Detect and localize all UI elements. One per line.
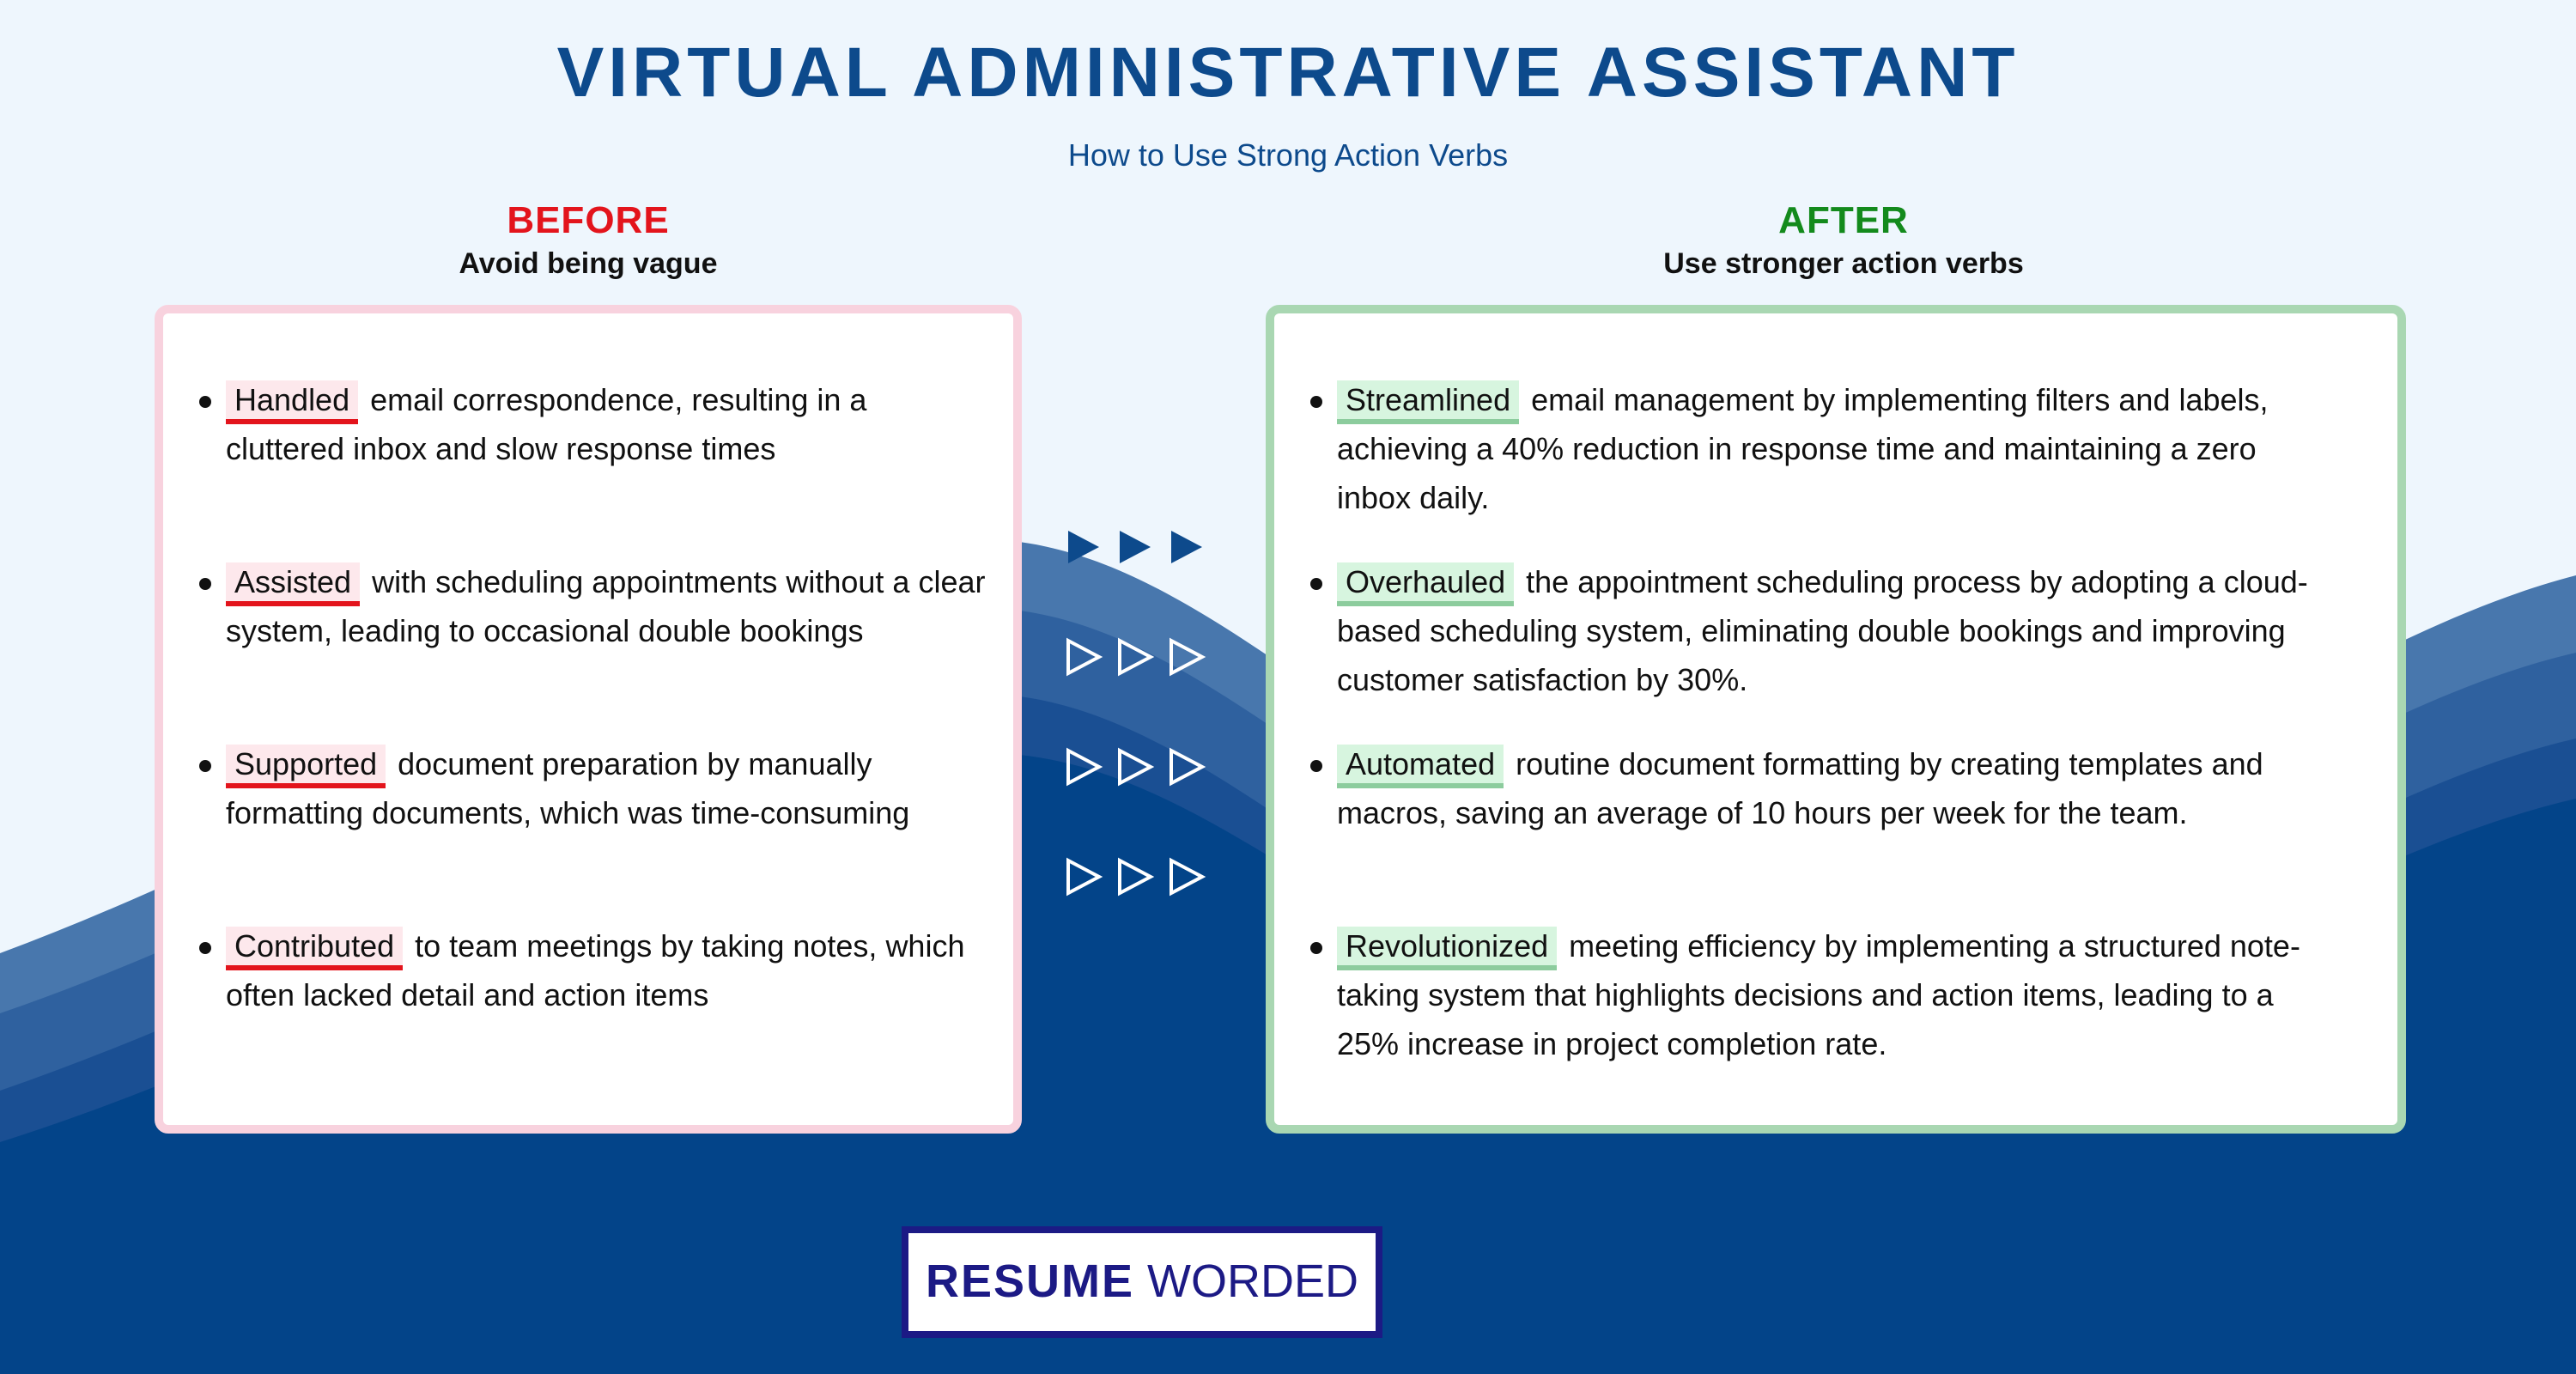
after-subtitle: Use stronger action verbs bbox=[1663, 247, 2024, 280]
bullet-body: routine document formatting by creating templates and macros, saving an average of 10 hours per week for the team. bbox=[1337, 746, 2263, 830]
bullet-body: document preparation by manually formatting documents, which was time-consuming bbox=[226, 746, 910, 830]
resume-worded-logo bbox=[902, 1226, 1382, 1338]
strong-verb: Revolutionized bbox=[1337, 927, 1557, 970]
logo-strong-text: RESUME bbox=[925, 1255, 1135, 1307]
weak-verb: Assisted bbox=[226, 562, 360, 606]
triangle-arrow-icon bbox=[1171, 860, 1202, 893]
triangle-arrow-icon bbox=[1171, 751, 1202, 783]
page-title: VIRTUAL ADMINISTRATIVE ASSISTANT bbox=[556, 33, 2020, 112]
arrow-row-outline bbox=[1065, 855, 1211, 898]
triangle-arrow-icon bbox=[1120, 860, 1151, 893]
weak-verb: Contributed bbox=[226, 927, 403, 970]
after-heading bbox=[1414, 199, 2273, 281]
strong-verb: Overhauled bbox=[1337, 562, 1514, 606]
before-label: BEFORE bbox=[507, 199, 670, 241]
after-bullet-text bbox=[1337, 739, 2337, 837]
after-card bbox=[1266, 305, 2406, 1134]
arrow-row-outline bbox=[1065, 635, 1211, 678]
before-subtitle: Avoid being vague bbox=[459, 247, 718, 280]
arrow-row-outline bbox=[1065, 745, 1211, 788]
bullet-dot bbox=[1310, 760, 1322, 772]
weak-verb: Supported bbox=[226, 745, 386, 788]
bullet-dot bbox=[199, 760, 211, 772]
triangle-arrow-icon bbox=[1068, 641, 1099, 673]
bullet-body: email correspondence, resulting in a cluttered inbox and slow response times bbox=[226, 382, 867, 466]
weak-verb: Handled bbox=[226, 380, 358, 424]
bullet-body: meeting efficiency by implementing a structured note-taking system that highlights decisions and action items, leading to a 25% increase in project completion rate. bbox=[1337, 928, 2300, 1061]
bullet-dot bbox=[1310, 578, 1322, 590]
triangle-arrow-icon bbox=[1068, 751, 1099, 783]
triangle-arrow-icon bbox=[1068, 860, 1099, 893]
triangle-arrow-icon bbox=[1120, 751, 1151, 783]
bullet-dot bbox=[199, 942, 211, 954]
bullet-body: with scheduling appointments without a clear system, leading to occasional double bookings bbox=[226, 564, 986, 648]
before-bullet-text bbox=[226, 921, 987, 1019]
bullet-dot bbox=[1310, 942, 1322, 954]
bullet-body: email management by implementing filters and labels, achieving a 40% reduction in response time and maintaining a zero inbox daily. bbox=[1337, 382, 2269, 515]
arrow-row-filled bbox=[1065, 526, 1211, 568]
page-subtitle: How to Use Strong Action Verbs bbox=[1067, 137, 1509, 173]
after-bullet-text bbox=[1337, 557, 2337, 704]
triangle-arrow-icon bbox=[1171, 531, 1202, 563]
after-bullet-text bbox=[1337, 921, 2337, 1068]
strong-verb: Streamlined bbox=[1337, 380, 1519, 424]
after-label: AFTER bbox=[1778, 199, 1909, 241]
before-card bbox=[155, 305, 1022, 1134]
after-bullet-text bbox=[1337, 375, 2337, 522]
before-heading bbox=[159, 199, 1018, 281]
logo-light-text: WORDED bbox=[1147, 1255, 1359, 1307]
bullet-dot bbox=[199, 578, 211, 590]
triangle-arrow-icon bbox=[1171, 641, 1202, 673]
before-bullet-text bbox=[226, 375, 987, 473]
before-bullet-text bbox=[226, 739, 987, 837]
triangle-arrow-icon bbox=[1120, 641, 1151, 673]
before-bullet-text bbox=[226, 557, 987, 655]
bullet-body: the appointment scheduling process by adopting a cloud-based scheduling system, eliminating double bookings and improving customer satisfaction by 30%. bbox=[1337, 564, 2308, 697]
bullet-dot bbox=[1310, 396, 1322, 408]
bullet-dot bbox=[199, 396, 211, 408]
triangle-arrow-icon bbox=[1120, 531, 1151, 563]
bullet-body: to team meetings by taking notes, which often lacked detail and action items bbox=[226, 928, 965, 1012]
triangle-arrow-icon bbox=[1068, 531, 1099, 563]
strong-verb: Automated bbox=[1337, 745, 1504, 788]
